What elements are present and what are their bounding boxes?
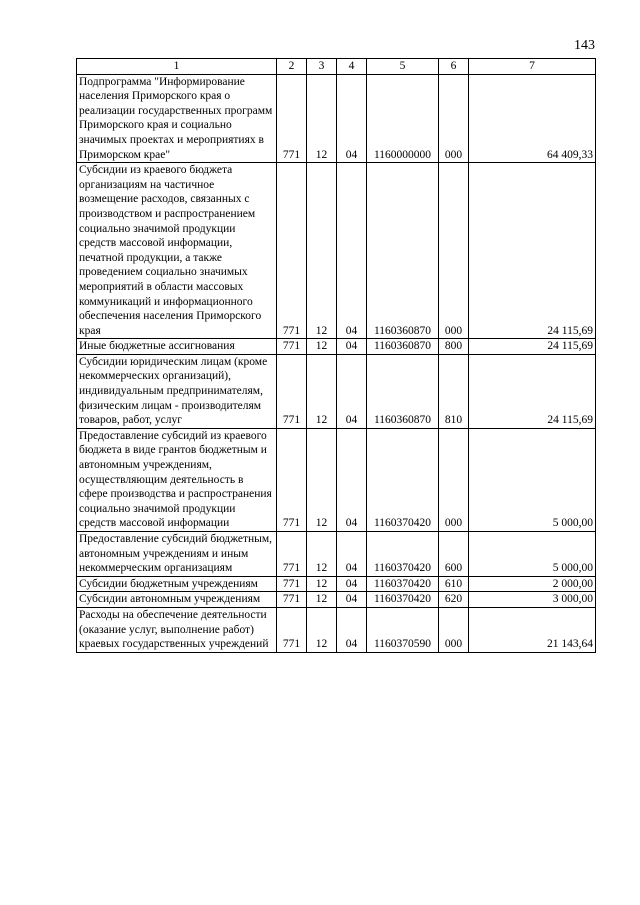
expense-type-code: 000	[439, 163, 469, 339]
item-name: Субсидии юридическим лицам (кроме некоммерческих организаций), индивидуальным предпринимателям, физическим лицам - производителям товаров, работ, услуг	[77, 354, 277, 428]
amount: 24 115,69	[469, 354, 596, 428]
target-code: 1160370420	[367, 592, 439, 608]
admin-code: 771	[277, 532, 307, 577]
header-cell: 5	[367, 59, 439, 75]
amount: 24 115,69	[469, 163, 596, 339]
section-code: 12	[307, 592, 337, 608]
item-name: Расходы на обеспечение деятельности (оказание услуг, выполнение работ) краевых государственных учреждений	[77, 607, 277, 652]
section-code: 12	[307, 428, 337, 531]
section-code: 12	[307, 74, 337, 163]
amount: 5 000,00	[469, 532, 596, 577]
target-code: 1160370590	[367, 607, 439, 652]
budget-table	[76, 58, 596, 653]
admin-code: 771	[277, 607, 307, 652]
header-cell: 6	[439, 59, 469, 75]
expense-type-code: 800	[439, 339, 469, 355]
target-code: 1160370420	[367, 576, 439, 592]
expense-type-code: 600	[439, 532, 469, 577]
target-code: 1160000000	[367, 74, 439, 163]
page-number: 143	[574, 38, 595, 53]
expense-type-code: 810	[439, 354, 469, 428]
header-cell: 4	[337, 59, 367, 75]
admin-code: 771	[277, 592, 307, 608]
expense-type-code: 000	[439, 428, 469, 531]
expense-type-code: 610	[439, 576, 469, 592]
section-code: 12	[307, 339, 337, 355]
item-name: Подпрограмма "Информирование населения Приморского края о реализации государственных программ Приморского края и социально значимых проектах и мероприятиях в Приморском крае"	[77, 74, 277, 163]
section-code: 12	[307, 532, 337, 577]
expense-type-code: 000	[439, 607, 469, 652]
subsection-code: 04	[337, 532, 367, 577]
section-code: 12	[307, 163, 337, 339]
admin-code: 771	[277, 163, 307, 339]
item-name: Иные бюджетные ассигнования	[77, 339, 277, 355]
subsection-code: 04	[337, 74, 367, 163]
admin-code: 771	[277, 428, 307, 531]
admin-code: 771	[277, 354, 307, 428]
table-row	[77, 607, 596, 652]
section-code: 12	[307, 576, 337, 592]
item-name: Предоставление субсидий бюджетным, автономным учреждениям и иным некоммерческим организациям	[77, 532, 277, 577]
subsection-code: 04	[337, 354, 367, 428]
section-code: 12	[307, 607, 337, 652]
table-row	[77, 428, 596, 531]
admin-code: 771	[277, 339, 307, 355]
header-cell: 3	[307, 59, 337, 75]
target-code: 1160360870	[367, 354, 439, 428]
subsection-code: 04	[337, 339, 367, 355]
target-code: 1160360870	[367, 339, 439, 355]
amount: 64 409,33	[469, 74, 596, 163]
subsection-code: 04	[337, 592, 367, 608]
target-code: 1160360870	[367, 163, 439, 339]
table-row	[77, 354, 596, 428]
table-row	[77, 163, 596, 339]
item-name: Субсидии автономным учреждениям	[77, 592, 277, 608]
amount: 5 000,00	[469, 428, 596, 531]
header-cell: 7	[469, 59, 596, 75]
amount: 24 115,69	[469, 339, 596, 355]
header-row	[77, 59, 596, 75]
amount: 21 143,64	[469, 607, 596, 652]
table-row	[77, 532, 596, 577]
item-name: Субсидии бюджетным учреждениям	[77, 576, 277, 592]
table-row	[77, 339, 596, 355]
target-code: 1160370420	[367, 532, 439, 577]
target-code: 1160370420	[367, 428, 439, 531]
header-cell: 2	[277, 59, 307, 75]
table-row	[77, 576, 596, 592]
subsection-code: 04	[337, 428, 367, 531]
header-cell: 1	[77, 59, 277, 75]
admin-code: 771	[277, 576, 307, 592]
subsection-code: 04	[337, 163, 367, 339]
table-row	[77, 74, 596, 163]
expense-type-code: 000	[439, 74, 469, 163]
amount: 3 000,00	[469, 592, 596, 608]
subsection-code: 04	[337, 576, 367, 592]
section-code: 12	[307, 354, 337, 428]
subsection-code: 04	[337, 607, 367, 652]
amount: 2 000,00	[469, 576, 596, 592]
admin-code: 771	[277, 74, 307, 163]
table-row	[77, 592, 596, 608]
item-name: Предоставление субсидий из краевого бюджета в виде грантов бюджетным и автономным учреждениям, осуществляющим деятельность в сфере производства и распространения социально значимой продукции средств массовой информации	[77, 428, 277, 531]
item-name: Субсидии из краевого бюджета организациям на частичное возмещение расходов, связанных с производством и распространением социально значимой продукции средств массовой информации, печатной продукции, а также проведением социально значимых мероприятий в области массовых коммуникаций и информационного обеспечения населения Приморского края	[77, 163, 277, 339]
expense-type-code: 620	[439, 592, 469, 608]
